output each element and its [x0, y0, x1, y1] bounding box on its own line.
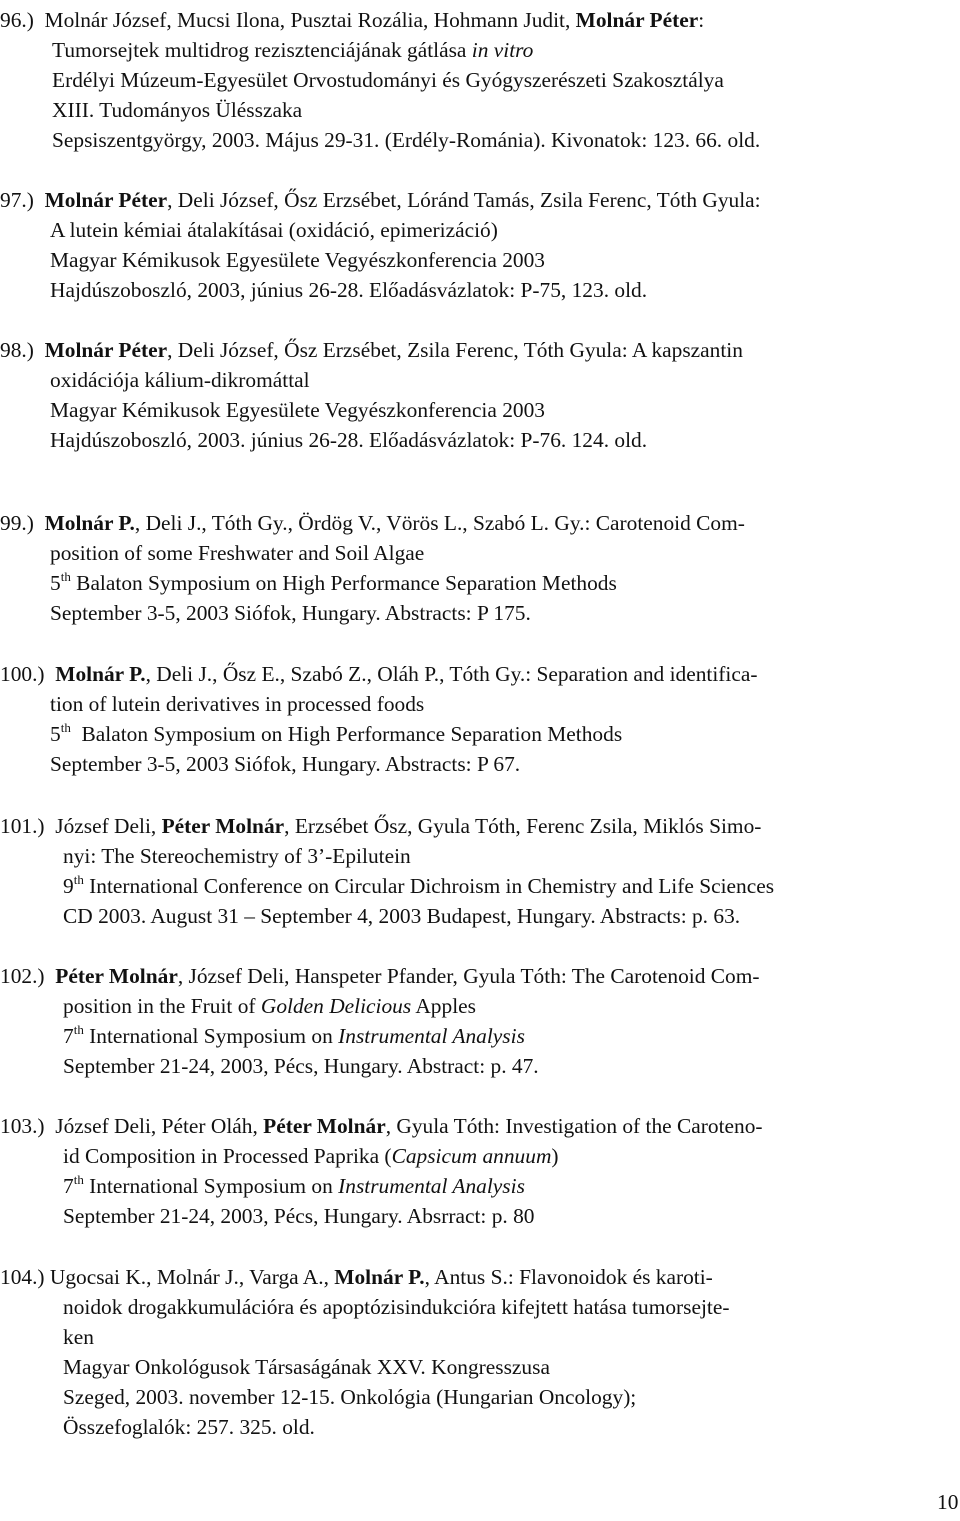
text-segment: September 3-5, 2003 Siófok, Hungary. Abstracts: P 175. — [50, 601, 531, 625]
entry-line — [63, 1201, 535, 1231]
entry-line — [63, 1382, 636, 1412]
text-segment: Balaton Symposium on High Performance Separation Methods — [70, 571, 617, 595]
entry-line — [50, 275, 647, 305]
text-segment: International Conference on Circular Dichroism in Chemistry and Life Sciences — [83, 874, 775, 898]
entry-line — [50, 215, 498, 245]
text-segment: , Antus S.: Flavonoidok és karoti- — [424, 1265, 713, 1289]
italic-text: in vitro — [471, 38, 534, 62]
text-segment: 96.) Molnár József, Mucsi Ilona, Pusztai Rozália, Hohmann Judit, — [0, 8, 576, 32]
text-segment: position of some Freshwater and Soil Algae — [50, 541, 425, 565]
text-segment: Erdélyi Múzeum-Egyesület Orvostudományi és Gyógyszerészeti Szakosztálya — [52, 68, 724, 92]
text-segment: 98.) — [0, 338, 45, 362]
entry-line — [63, 1292, 729, 1322]
author-highlight: Molnár Péter — [44, 188, 168, 212]
author-highlight: Péter Molnár — [161, 814, 285, 838]
entry-line — [63, 1322, 94, 1352]
text-segment: 97.) — [0, 188, 45, 212]
text-segment: 7 — [63, 1174, 74, 1198]
italic-text: Capsicum annuum — [391, 1144, 552, 1168]
text-segment: nyi: The Stereochemistry of 3’-Epilutein — [63, 844, 411, 868]
text-segment: , Gyula Tóth: Investigation of the Caroteno- — [385, 1114, 763, 1138]
entry-line — [63, 1141, 559, 1171]
text-segment: XIII. Tudományos Ülésszaka — [52, 98, 303, 122]
text-segment: oxidációja kálium-dikromáttal — [50, 368, 310, 392]
text-segment: 7 — [63, 1024, 74, 1048]
entry-line — [0, 508, 745, 538]
text-segment: , Deli J., Ősz E., Szabó Z., Oláh P., Tóth Gy.: Separation and identifica- — [145, 662, 758, 686]
entry-line — [52, 125, 760, 155]
text-segment: ) — [551, 1144, 559, 1168]
text-segment: 101.) József Deli, — [0, 814, 162, 838]
entry-line — [0, 811, 761, 841]
ordinal-suffix: th — [60, 568, 71, 584]
text-segment: Tumorsejtek multidrog rezisztenciájának gátlása — [52, 38, 472, 62]
entry-line — [50, 425, 647, 455]
ordinal-suffix: th — [60, 719, 71, 735]
entry-line — [50, 568, 617, 598]
text-segment: Hajdúszoboszló, 2003, június 26-28. Előadásvázlatok: P-75, 123. old. — [50, 278, 648, 302]
entry-line — [50, 395, 545, 425]
italic-text: Golden Delicious — [260, 994, 412, 1018]
entry-line — [63, 1021, 525, 1051]
author-highlight: Molnár P. — [55, 662, 146, 686]
ordinal-suffix: th — [73, 1171, 84, 1187]
entry-line — [0, 659, 757, 689]
author-highlight: Molnár P. — [334, 1265, 425, 1289]
entry-line — [50, 598, 531, 628]
entry-line — [63, 991, 476, 1021]
text-segment: Szeged, 2003. november 12-15. Onkológia (Hungarian Oncology); — [63, 1385, 637, 1409]
text-segment: Magyar Onkológusok Társaságának XXV. Kongresszusa — [63, 1355, 550, 1379]
entry-line — [50, 719, 622, 749]
entry-line — [63, 1051, 539, 1081]
text-segment: Magyar Kémikusok Egyesülete Vegyészkonferencia 2003 — [50, 398, 546, 422]
author-highlight: Péter Molnár — [55, 964, 178, 988]
text-segment: 100.) — [0, 662, 56, 686]
author-highlight: Molnár Péter — [575, 8, 699, 32]
text-segment: 104.) Ugocsai K., Molnár J., Varga A., — [0, 1265, 335, 1289]
text-segment: 9 — [63, 874, 74, 898]
entry-line — [52, 65, 724, 95]
text-segment: , József Deli, Hanspeter Pfander, Gyula Tóth: The Carotenoid Com- — [177, 964, 760, 988]
text-segment: , Deli J., Tóth Gy., Ördög V., Vörös L., Szabó L. Gy.: Carotenoid Com- — [134, 511, 745, 535]
text-segment: 5 — [50, 571, 61, 595]
text-segment: Sepsiszentgyörgy, 2003. Május 29-31. (Erdély-Románia). Kivonatok: 123. 66. old. — [52, 128, 761, 152]
text-segment: September 3-5, 2003 Siófok, Hungary. Abstracts: P 67. — [50, 752, 521, 776]
entry-line — [0, 1111, 763, 1141]
text-segment: Magyar Kémikusok Egyesülete Vegyészkonferencia 2003 — [50, 248, 546, 272]
entry-line — [63, 841, 411, 871]
text-segment: , Deli József, Ősz Erzsébet, Zsila Ferenc, Tóth Gyula: A kapszantin — [167, 338, 743, 362]
entry-line — [63, 1412, 315, 1442]
entry-line — [0, 185, 761, 215]
text-segment: position in the Fruit of — [63, 994, 261, 1018]
text-segment: 5 — [50, 722, 61, 746]
text-segment: International Symposium on — [83, 1024, 339, 1048]
text-segment: : — [698, 8, 705, 32]
text-segment: noidok drogakkumulációra és apoptózisindukcióra kifejtett hatása tumorsejte- — [63, 1295, 730, 1319]
text-segment: ken — [63, 1325, 94, 1349]
ordinal-suffix: th — [73, 1021, 84, 1037]
text-segment: September 21-24, 2003, Pécs, Hungary. Absrract: p. 80 — [63, 1204, 535, 1228]
text-segment: 99.) — [0, 511, 45, 535]
text-segment: Hajdúszoboszló, 2003. június 26-28. Előadásvázlatok: P-76. 124. old. — [50, 428, 648, 452]
italic-text: Instrumental Analysis — [338, 1174, 525, 1198]
entry-line — [0, 335, 743, 365]
ordinal-suffix: th — [73, 871, 84, 887]
italic-text: Instrumental Analysis — [338, 1024, 525, 1048]
author-highlight: Péter Molnár — [263, 1114, 386, 1138]
text-segment: , Erzsébet Ősz, Gyula Tóth, Ferenc Zsila, Miklós Simo- — [284, 814, 762, 838]
text-segment: A lutein kémiai átalakításai (oxidáció, epimerizáció) — [50, 218, 498, 242]
text-segment: CD 2003. August 31 – September 4, 2003 Budapest, Hungary. Abstracts: p. 63. — [63, 904, 741, 928]
entry-line — [0, 5, 704, 35]
text-segment: Apples — [411, 994, 476, 1018]
entry-line — [63, 901, 740, 931]
entry-line — [50, 245, 545, 275]
text-segment: Balaton Symposium on High Performance Separation Methods — [70, 722, 623, 746]
text-segment: 102.) — [0, 964, 56, 988]
text-segment: International Symposium on — [83, 1174, 339, 1198]
entry-line — [52, 95, 302, 125]
entry-line — [63, 871, 774, 901]
text-segment: September 21-24, 2003, Pécs, Hungary. Abstract: p. 47. — [63, 1054, 539, 1078]
text-segment: id Composition in Processed Paprika ( — [63, 1144, 392, 1168]
page-number: 10 — [937, 1490, 959, 1514]
entry-line — [50, 365, 310, 395]
text-segment: tion of lutein derivatives in processed foods — [50, 692, 425, 716]
entry-line — [50, 538, 424, 568]
text-segment: , Deli József, Ősz Erzsébet, Lóránd Tamás, Zsila Ferenc, Tóth Gyula: — [167, 188, 761, 212]
author-highlight: Molnár Péter — [44, 338, 168, 362]
entry-line — [63, 1171, 525, 1201]
entry-line — [50, 689, 424, 719]
entry-line — [52, 35, 533, 65]
text-segment: 103.) József Deli, Péter Oláh, — [0, 1114, 264, 1138]
entry-line — [63, 1352, 550, 1382]
entry-line — [0, 1262, 713, 1292]
text-segment: Összefoglalók: 257. 325. old. — [63, 1415, 315, 1439]
author-highlight: Molnár P. — [44, 511, 135, 535]
entry-line — [50, 749, 520, 779]
entry-line — [0, 961, 760, 991]
